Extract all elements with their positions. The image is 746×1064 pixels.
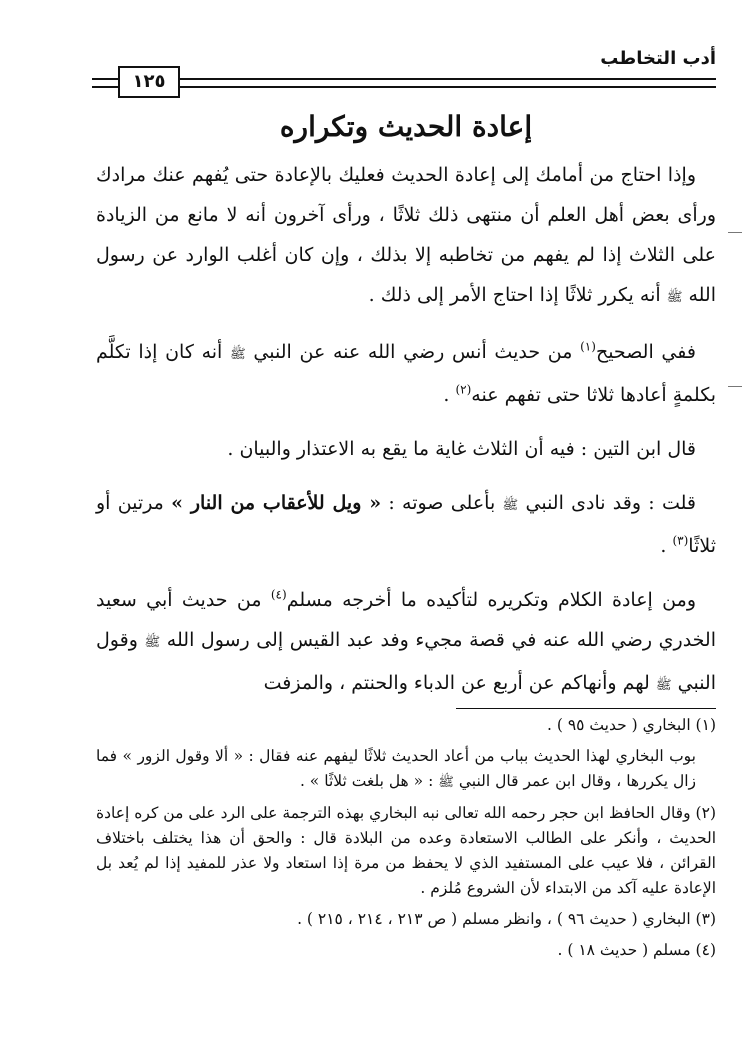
paragraph-5-text-c: وقول النبي [96,629,716,694]
paragraph-4-text-c: مرتين أو ثلاثًا [96,492,716,557]
footnote-ref-1[interactable]: (١) [580,339,596,354]
footnote-ref-4[interactable]: (٤) [270,587,287,602]
paragraph-1-text: وإذا احتاج من أمامك إلى إعادة الحديث فعليك بالإعادة حتى يُفهم عنك مرادك ورأى بعض أهل العلم أن منتهى ذلك ثلاثًا ، ورأى آخرون أنه لا مانع من الزيادة على الثلاث إذا لم يفهم من تخاطبه إلا بذلك ، وإن كان أغلب الوارد عن رسول الله [96,164,716,306]
running-header [92,42,716,90]
page-number: ١٢٥ [118,66,180,98]
footnote-1-commentary-b: : « هل بلغت ثلاثًا » . [299,772,434,790]
footnote-1: (١) البخاري ( حديث ٩٥ ) . [547,716,716,734]
paragraph-2-text-b: من حديث أنس رضي الله عنه عن النبي [253,341,573,363]
paragraph-2-text-d: . [443,384,450,406]
paragraph-2-text-c: أنه كان إذا تكلَّم بكلمةٍ أعادها ثلاثا حتى تفهم عنه [96,341,716,406]
paragraph-5-text-a: ومن إعادة الكلام وتكريره لتأكيده ما أخرجه مسلم [286,589,696,611]
paragraph-4-text-a: قلت : وقد نادى النبي [525,492,696,514]
footnote-2: (٢) وقال الحافظ ابن حجر رحمه الله تعالى نبه البخاري بهذه الترجمة على الرد على من كره إعادة الحديث ، وأنكر على الطالب الاستعادة وعده من البلادة قال : والحق أن هذا يختلف باختلاف القرائن ، فلا عيب على المستفيد الذي لا يحفظ من مرة إذا استعاد ولا عذر للمفيد إذا لم يُعد بل الإعادة عليه آكد من الابتداء لأن الشروع مُلزم . [96,804,716,897]
paragraph-5-text-d: لهم وأنهاكم عن أربع عن الدباء والحنتم ، والمزفت [263,672,650,694]
running-header-title: أدب التخاطب [600,48,716,69]
paragraph-2-text-a: ففي الصحيح [595,341,696,363]
section-title: إعادة الحديث وتكراره [279,110,533,143]
paragraph-5-text-b: من حديث أبي سعيد الخدري رضي الله عنه في قصة مجيء وفد عبد القيس إلى رسول الله [96,589,717,651]
salla-glyph: ﷺ [666,290,683,305]
footnotes-section [96,708,716,969]
salla-glyph: ﷺ [502,498,519,513]
salla-glyph: ﷺ [144,635,161,650]
margin-mark [728,386,742,387]
footnote-1-commentary-a: بوب البخاري لهذا الحديث بباب من أعاد الحديث ثلاثًا ليفهم عنه فقال : « ألا وقول الزور » فما زال يكررها ، وقال ابن عمر قال النبي [96,747,696,790]
hadith-quote: « ويل للأعقاب من النار » [171,492,382,514]
margin-mark [728,232,742,233]
salla-glyph: ﷺ [655,678,672,693]
paragraph-1-end: أنه يكرر ثلاثًا إذا احتاج الأمر إلى ذلك . [368,284,661,306]
paragraph-4 [96,483,716,566]
paragraph-2 [96,332,716,415]
footnote-ref-3[interactable]: (٣) [672,533,689,548]
salla-glyph: ﷺ [438,775,454,790]
header-double-rule [92,78,716,88]
footnote-3: (٣) البخاري ( حديث ٩٦ ) ، وانظر مسلم ( ص ٢١٣ ، ٢١٤ ، ٢١٥ ) . [297,910,716,928]
paragraph-5 [96,580,716,706]
main-text [96,110,716,720]
footnote-4: (٤) مسلم ( حديث ١٨ ) . [557,941,716,959]
paragraph-3: قال ابن التين : فيه أن الثلاث غاية ما يقع به الاعتذار والبيان . [227,438,696,460]
salla-glyph: ﷺ [230,347,246,362]
paragraph-4-text-d: . [660,535,667,557]
footnote-separator [456,708,716,709]
paragraph-1 [96,155,716,318]
footnote-1-commentary [96,744,716,795]
paragraph-4-text-b: بأعلى صوته : [388,492,496,514]
footnote-ref-2[interactable]: (٢) [455,382,472,397]
